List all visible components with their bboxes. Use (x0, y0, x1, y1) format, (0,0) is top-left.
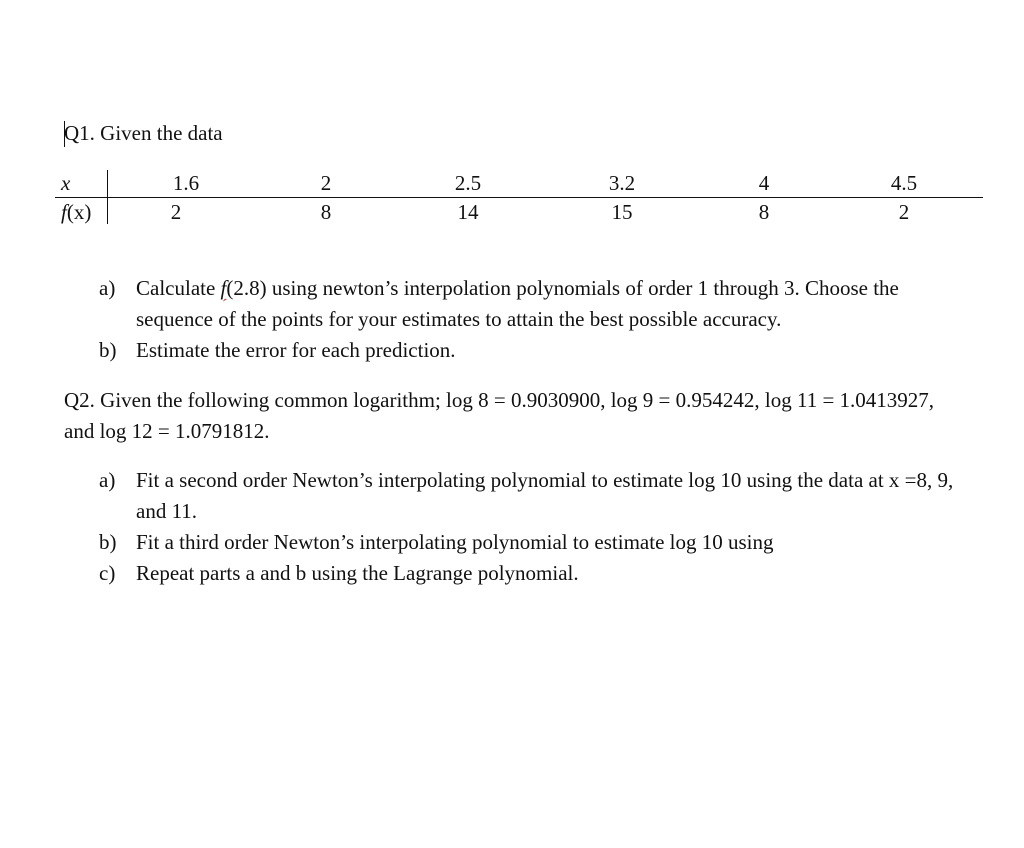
spellcheck-flagged-word: f (220, 276, 227, 300)
q2-part-b-text: Fit a third order Newton’s interpolating polynomial to estimate log 10 using (136, 530, 774, 554)
q2-parts-list (99, 465, 979, 589)
q1-heading: Q1. Given the data (64, 121, 223, 145)
q2-part-a (99, 465, 979, 527)
x-value-cell: 4.5 (890, 171, 918, 195)
x-value-cell: 2.5 (454, 171, 482, 195)
x-value-cell: 1.6 (172, 171, 200, 195)
fx-label-f: f (61, 200, 67, 224)
fx-value-cell: 2 (170, 200, 182, 224)
q1-part-b (99, 335, 969, 366)
q2-part-c (99, 558, 979, 589)
fx-value-cell: 15 (611, 200, 633, 224)
q1-part-a-text-post: (2.8) using newton’s interpolation polynomials of order 1 through 3. Choose the sequence of the points for your estimates to attain the best possible accuracy. (136, 276, 899, 331)
q1-part-b-text: Estimate the error for each prediction. (136, 338, 456, 362)
x-value-cell: 3.2 (608, 171, 636, 195)
list-marker: a) (99, 276, 116, 300)
x-value-cell: 4 (758, 171, 770, 195)
list-marker: b) (99, 530, 117, 554)
q1-parts-list (99, 273, 969, 366)
fx-label-arg: (x) (66, 200, 92, 224)
fx-value-cell: 2 (898, 200, 910, 224)
list-marker: b) (99, 338, 117, 362)
q2-part-a-text: Fit a second order Newton’s interpolating polynomial to estimate log 10 using the data at x =8, 9, and 11. (136, 468, 954, 523)
q2-intro: Q2. Given the following common logarithm; log 8 = 0.9030900, log 9 = 0.954242, log 11 = 1.0413927, and log 12 = 1.0791812. (64, 388, 935, 443)
list-marker: c) (99, 561, 116, 585)
q2-part-c-text: Repeat parts a and b using the Lagrange polynomial. (136, 561, 579, 585)
q1-part-a (99, 273, 969, 335)
fx-value-cell: 8 (758, 200, 770, 224)
x-row-label: x (61, 171, 71, 195)
fx-value-cell: 8 (320, 200, 332, 224)
x-value-cell: 2 (320, 171, 332, 195)
table-horizontal-rule (55, 197, 983, 198)
q2-part-b (99, 527, 979, 558)
data-table (55, 168, 983, 228)
list-marker: a) (99, 468, 116, 492)
fx-row-label (61, 199, 91, 225)
fx-value-cell: 14 (457, 200, 479, 224)
q1-part-a-text-pre: Calculate (136, 276, 221, 300)
